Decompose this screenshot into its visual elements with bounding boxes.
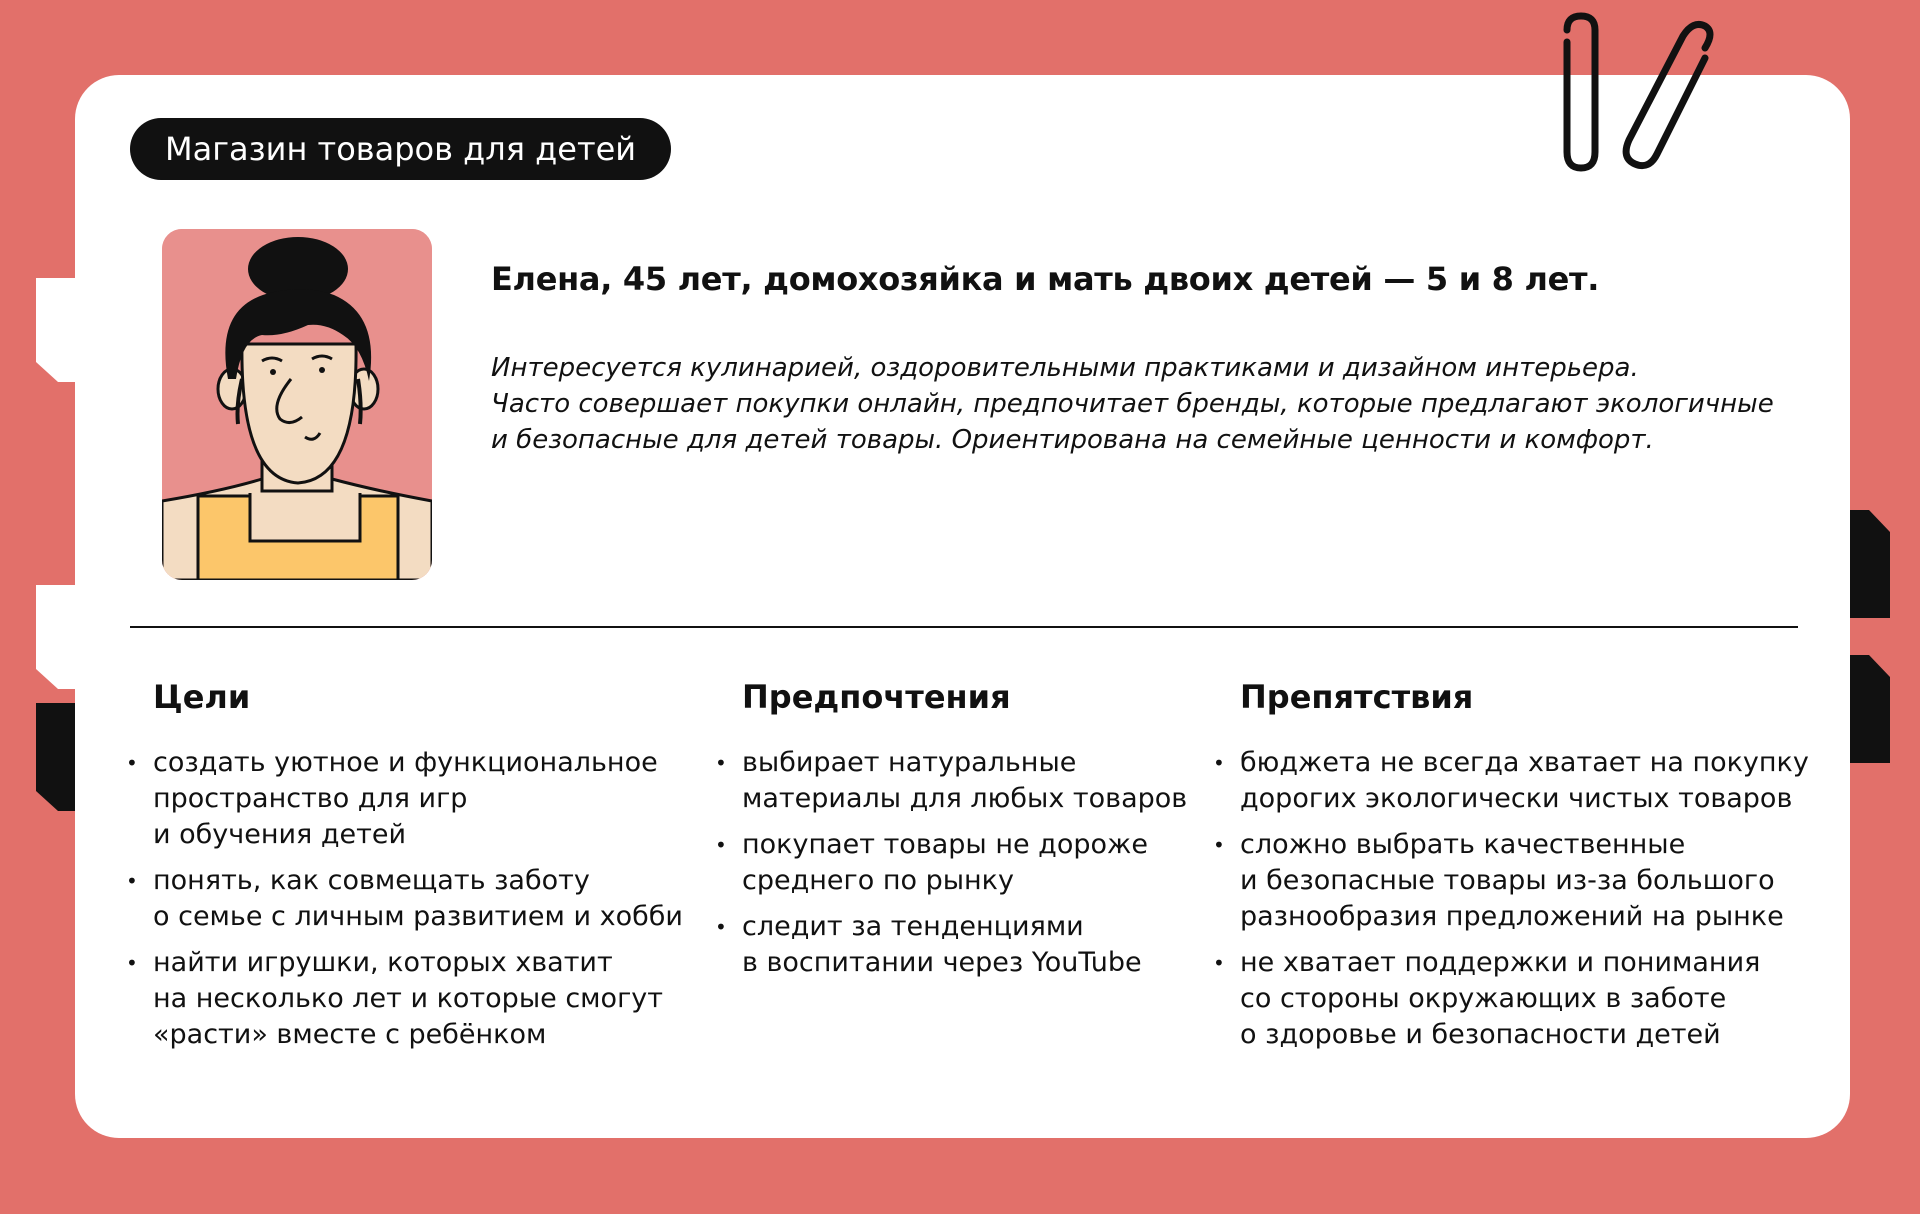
item-line: • не хватает поддержки и понимания <box>1240 947 1761 978</box>
obstacle-item <box>1240 745 1809 817</box>
item-line: и безопасные товары из-за большого <box>1240 865 1775 896</box>
description-line: Часто совершает покупки онлайн, предпочитает бренды, которые предлагают экологичные <box>491 389 1774 419</box>
item-line: «расти» вместе с ребёнком <box>153 1019 547 1050</box>
persona-name: Елена, 45 лет, домохозяйка и мать двоих детей — 5 и 8 лет. <box>491 260 1600 298</box>
item-line: на несколько лет и которые смогут <box>153 983 663 1014</box>
obstacles-section <box>1240 675 1809 1063</box>
description-line: и безопасные для детей товары. Ориентирована на семейные ценности и комфорт. <box>491 425 1654 455</box>
item-line: материалы для любых товаров <box>742 783 1188 814</box>
item-line: о семье с личным развитием и хобби <box>153 901 683 932</box>
item-line: разнообразия предложений на рынке <box>1240 901 1784 932</box>
item-line: и обучения детей <box>153 819 407 850</box>
section-divider <box>130 626 1798 628</box>
item-line: дорогих экологически чистых товаров <box>1240 783 1793 814</box>
left-tab-3 <box>36 703 76 811</box>
category-badge: Магазин товаров для детей <box>130 118 671 180</box>
preference-item <box>742 909 1187 981</box>
paperclip-icon <box>1555 12 1735 172</box>
item-line: среднего по рынку <box>742 865 1014 896</box>
goals-title: Цели <box>153 678 251 716</box>
right-tab-1 <box>1845 510 1890 618</box>
item-line: • бюджета не всегда хватает на покупку <box>1240 747 1809 778</box>
left-tab-1 <box>36 278 76 382</box>
goal-item <box>153 745 683 853</box>
preferences-title: Предпочтения <box>742 678 1011 716</box>
preferences-section <box>742 675 1187 991</box>
item-line: о здоровье и безопасности детей <box>1240 1019 1721 1050</box>
left-tab-2 <box>36 585 76 689</box>
persona-avatar <box>162 229 432 580</box>
item-line: • выбирает натуральные <box>742 747 1077 778</box>
goals-section <box>153 675 683 1063</box>
obstacle-item <box>1240 945 1809 1053</box>
persona-description <box>491 350 1831 458</box>
right-tab-2 <box>1845 655 1890 763</box>
item-line: • сложно выбрать качественные <box>1240 829 1686 860</box>
item-line: • понять, как совмещать заботу <box>153 865 590 896</box>
persona-card <box>75 75 1850 1138</box>
item-line: в воспитании через YouTube <box>742 947 1142 978</box>
obstacles-title: Препятствия <box>1240 678 1474 716</box>
item-line: • создать уютное и функциональное <box>153 747 658 778</box>
preference-item <box>742 827 1187 899</box>
item-line: • найти игрушки, которых хватит <box>153 947 613 978</box>
item-line: • покупает товары не дороже <box>742 829 1148 860</box>
item-line: • следит за тенденциями <box>742 911 1084 942</box>
item-line: со стороны окружающих в заботе <box>1240 983 1727 1014</box>
preference-item <box>742 745 1187 817</box>
description-line: Интересуется кулинарией, оздоровительными практиками и дизайном интерьера. <box>491 353 1639 383</box>
item-line: пространство для игр <box>153 783 468 814</box>
goal-item <box>153 945 683 1053</box>
obstacle-item <box>1240 827 1809 935</box>
goal-item <box>153 863 683 935</box>
